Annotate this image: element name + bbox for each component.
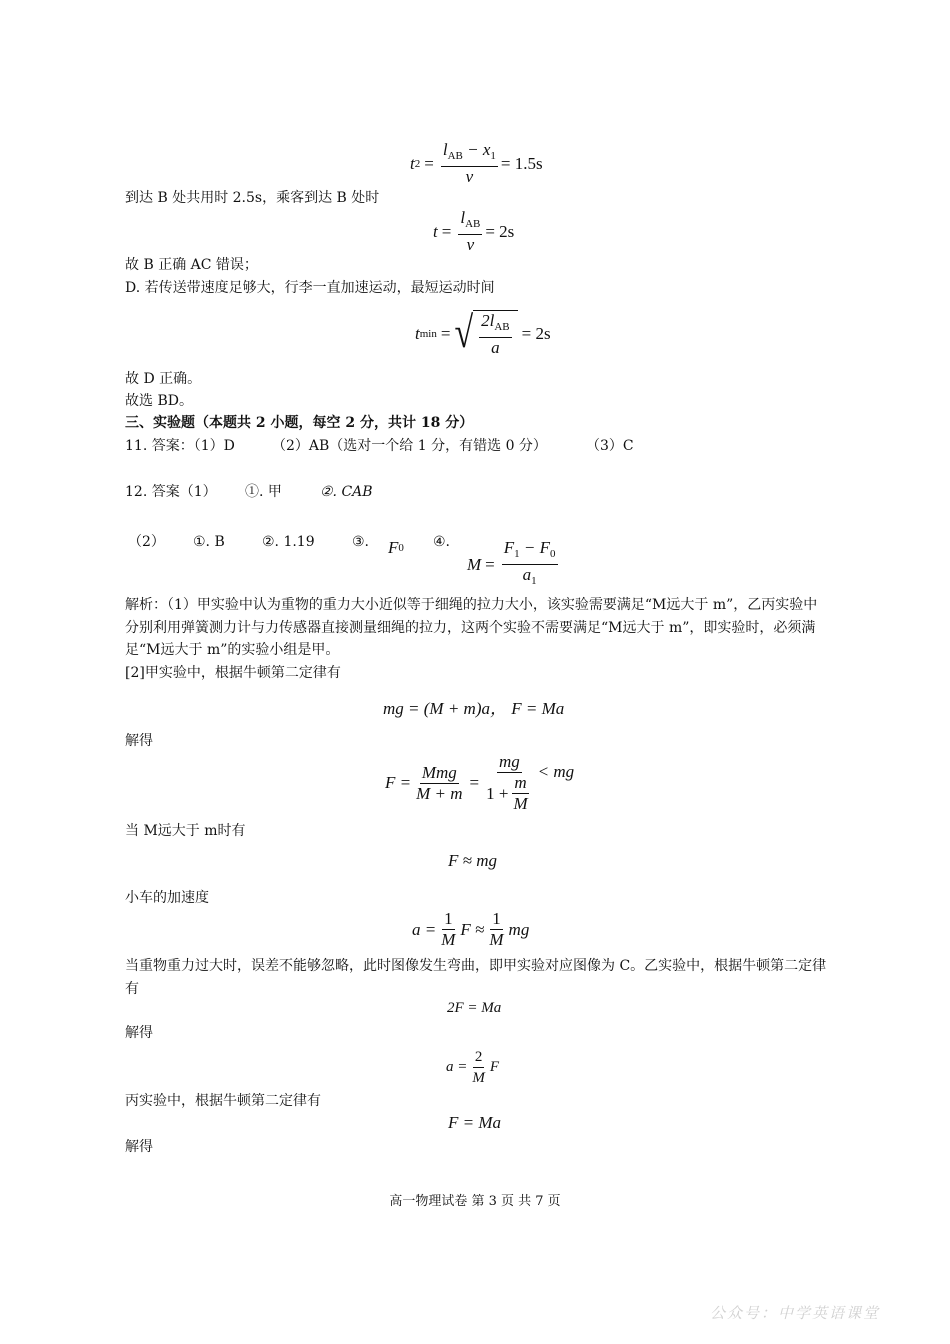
text-line: 到达 B 处共用时 2.5s，乘客到达 B 处时 [125,190,380,206]
section-heading: 三、实验题（本题共 2 小题，每空 2 分，共计 18 分） [125,415,474,431]
answer-11-part3: （3）C [586,438,634,454]
answer-F0: F 0 [388,538,404,557]
answer-12-2-label: （2） [128,534,165,550]
fraction: $\frac{1}{M}$ [489,909,504,949]
text-line: 故 B 正确 AC 错误； [125,257,258,273]
text-line: 丙实验中，根据牛顿第二定律有 [125,1093,321,1109]
text-line: 解得 [125,1139,153,1155]
answer-12-1b: ②. CAB [320,484,373,500]
answer-12-2d: ④. [433,534,451,550]
square-root: √ $\frac{2l_{AB}}{a}$ [454,310,517,358]
answer-12-2c: ③. [352,534,370,550]
equation-t: t = $\frac{l_{AB}}{v}$ = 2s [433,208,515,254]
fraction: $\frac{F_1 - F_0}{a_1}$ [503,538,556,587]
text-line: 解得 [125,1025,153,1041]
text-line: 故选 BD。 [125,393,193,409]
text-line: 解得 [125,733,153,749]
text-line: 故 D 正确。 [125,371,202,387]
fraction: $\frac{2l_{AB}}{a}$ [481,311,510,357]
fraction: mg 1 + $\frac{m}{M}$ [486,752,528,813]
equation-tmin: t min = √ $\frac{2l_{AB}}{a}$ = 2s [415,309,551,358]
text-line: 小车的加速度 [125,890,209,906]
answer-11-part2: （2）AB（选对一个给 1 分，有错选 0 分） [272,438,547,454]
answer-12-label: 12. 答案（1） [125,484,217,500]
equation-a: a = $\frac{1}{M}$ F ≈ $\frac{1}{M}$ mg [412,909,530,949]
answer-12-1a: ①. 甲 [245,484,282,500]
equation-F-approx: F ≈ mg [448,851,497,870]
analysis-paragraph: 解析：（1）甲实验中认为重物的重力大小近似等于细绳的拉力大小，该实验需要满足“M远大于 m”，乙丙实验中分别利用弹簧测力计与力传感器直接测量细绳的拉力，这两个实验不需要满足“M远大于 m”，即实验时，必须满足“M远大于 m”的实验小组是甲。 [125,597,818,658]
equation-t2: t 2 = $\frac{l_{AB} - x_1}{v}$ = 1.5s [410,140,543,186]
equation-a-2M: a = $\frac{2}{M}$ F [446,1049,500,1086]
equation-2F: 2F = Ma [447,1000,502,1016]
fraction: $\frac{m}{M}$ [513,773,528,813]
fraction: $\frac{l_{AB} - x_1}{v}$ [442,140,496,186]
watermark: 公众号：中学英语课堂 [709,1304,880,1322]
text-line: [2]甲实验中，根据牛顿第二定律有 [125,665,341,681]
text-line: D. 若传送带速度足够大，行李一直加速运动，最短运动时间 [125,280,495,296]
text-line: 当 M远大于 m时有 [125,823,246,839]
equation-newton-a: mg = (M + m)a， F = Ma [383,699,565,718]
page-footer: 高一物理试卷 第 3 页 共 7 页 [389,1194,561,1209]
equation-M: M = $\frac{F_1 - F_0}{a_1}$ [467,538,561,591]
answer-11-part1: 11. 答案：（1）D [125,438,235,454]
equation-F-Ma: F = Ma [448,1113,502,1132]
paragraph: 当重物重力过大时，误差不能够忽略，此时图像发生弯曲，即甲实验对应图像为 C。乙实验中，根据牛顿第二定律有 [125,958,827,997]
equation-F: F = $\frac{\text{Mmg}}{M + m}$ = mg 1 + $\frac{m}{M}$ < mg [385,752,575,813]
fraction: $\frac{2}{M}$ [472,1049,485,1086]
fraction: $\frac{\text{Mmg}}{M + m}$ [416,762,463,803]
fraction: $\frac{l_{AB}}{v}$ [460,208,481,254]
fraction: $\frac{1}{M}$ [441,909,456,949]
answer-12-2a: ①. B [193,534,225,550]
answer-12-2b: ②. 1.19 [262,534,315,550]
